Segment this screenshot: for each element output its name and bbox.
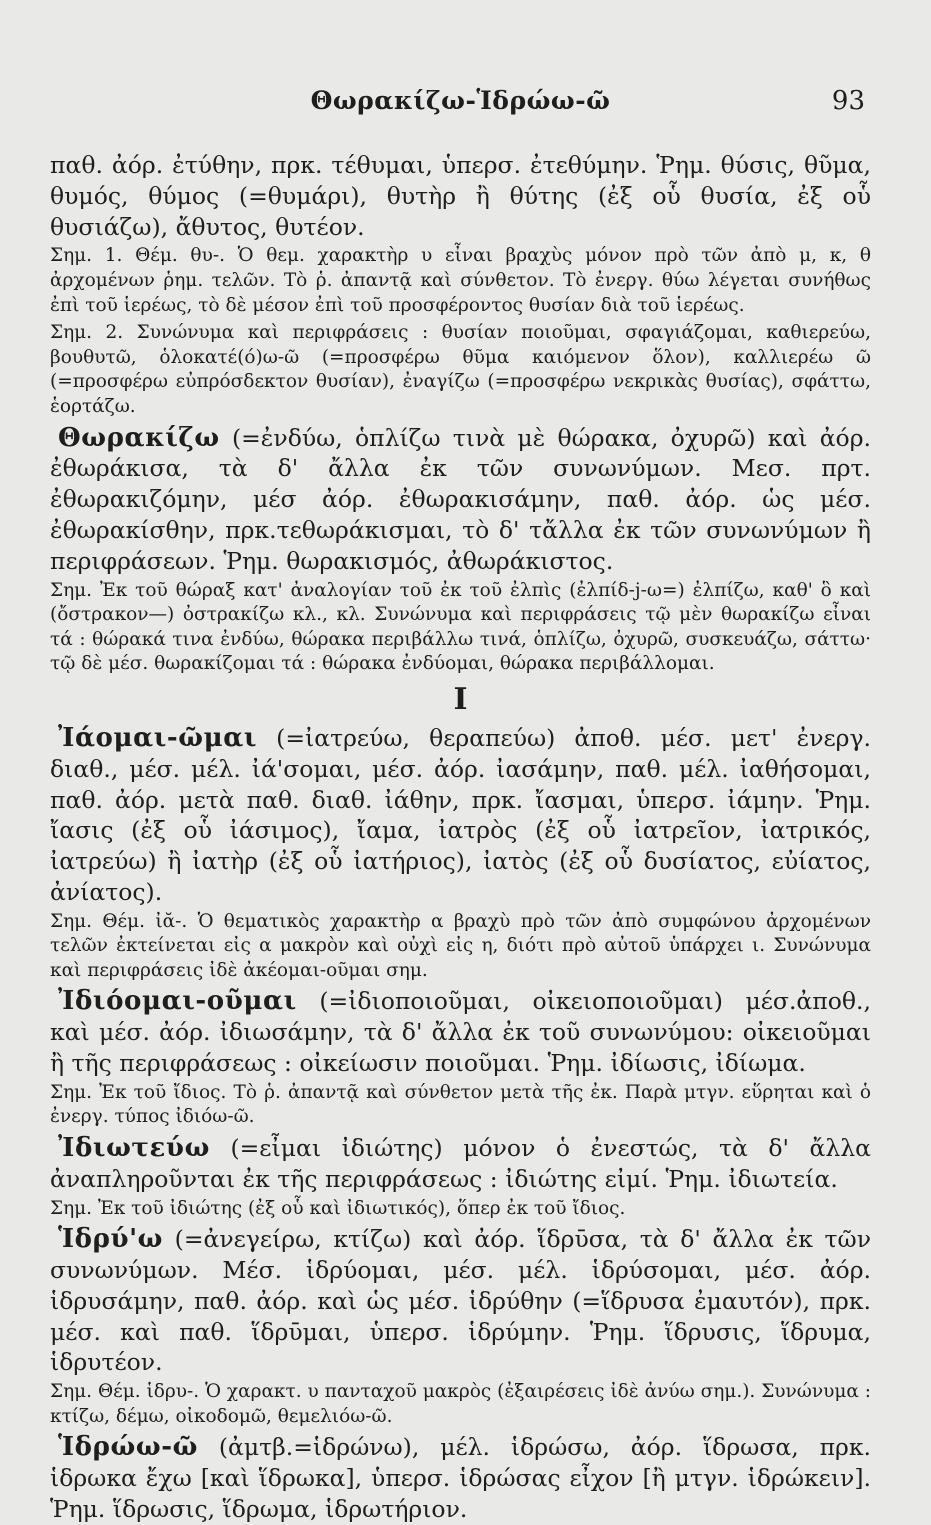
dictionary-entry bbox=[50, 986, 871, 1078]
dictionary-entry bbox=[50, 1432, 871, 1524]
note-text: Σημ. Θέμ. ἰᾰ-. Ὁ θεματικὸς χαρακτὴρ α βραχὺ πρὸ τῶν ἀπὸ συμφώνου ἀρχομένων τελῶν ἐκτείνεται εἰς α μακρὸν καὶ οὐχὶ εἰς η, διότι πρὸ αὐτοῦ ὑπάρχει ι. Συνώνυμα καὶ περιφράσεις ἰδὲ ἀκέομαι-οῦμαι σημ. bbox=[50, 910, 871, 981]
note bbox=[50, 1197, 871, 1222]
note bbox=[50, 1380, 871, 1429]
note bbox=[50, 244, 871, 318]
dictionary-entry bbox=[50, 423, 871, 577]
entry-continuation bbox=[50, 150, 871, 242]
headword: Ἰδιόομαι-οῦμαι bbox=[58, 986, 297, 1017]
entry-text: (ἀμτβ.=ἱδρώνω), μέλ. ἱδρώσω, ἀόρ. ἵδρωσα, πρκ. ἱδρωκα ἔχω [καὶ ἵδρωκα], ὑπερσ. ἱδρώσας εἶχον [ἢ μτγν. ἱδρώκειν]. Ῥημ. ἵδρωσις, ἵδρωμα, ἱδρωτήριον. bbox=[50, 1433, 871, 1523]
entry-text: (=εἶμαι ἰδιώτης) μόνον ὁ ἐνεστώς, τὰ δ' ἄλλα ἀναπληροῦνται ἐκ τῆς περιφράσεως : ἰδιώτης εἰμί. Ῥημ. ἰδιωτεία. bbox=[50, 1134, 871, 1193]
note bbox=[50, 1081, 871, 1130]
dictionary-entry bbox=[50, 723, 871, 908]
entry-text: (=ἰατρεύω, θεραπεύω) ἀποθ. μέσ. μετ' ἐνεργ. διαθ., μέσ. μέλ. ἰά'σομαι, μέσ. ἀόρ. ἰασάμην, παθ. μέλ. ἰαθήσομαι, παθ. ἀόρ. μετὰ παθ. διαθ. ἰάθην, πρκ. ἴασμαι, ὑπερσ. ἰάμην. Ῥημ. ἴασις (ἐξ οὗ ἰάσιμος), ἴαμα, ἰατρὸς (ἐξ οὗ ἰατρεῖον, ἰατρικός, ἰατρεύω) ἢ ἰατὴρ (ἐξ οὗ ἰατήριος), ἰατὸς (ἐξ οὗ δυσίατος, εὐίατος, ἀνίατος). bbox=[50, 723, 871, 906]
note-text: Σημ. Ἐκ τοῦ ἴδιος. Τὸ ῥ. ἀπαντᾷ καὶ σύνθετον μετὰ τῆς ἐκ. Παρὰ μτγν. εὕρηται καὶ ὁ ἐνεργ. τύπος ἰδιόω-ῶ. bbox=[50, 1081, 871, 1128]
entry-text: (=ἰδιοποιοῦμαι, οἰκειοποιοῦμαι) μέσ.ἀποθ., καὶ μέσ. ἀόρ. ἰδιωσάμην, τὰ δ' ἄλλα ἐκ τοῦ συνωνύμου: οἰκειοῦμαι ἢ τῆς περιφράσεως : οἰκείωσιν ποιοῦμαι. Ῥημ. ἰδίωσις, ἰδίωμα. bbox=[50, 987, 871, 1078]
page-header bbox=[50, 86, 871, 122]
entry-text: (=ἀνεγείρω, κτίζω) καὶ ἀόρ. ἵδρῡσα, τὰ δ' ἄλλα ἐκ τῶν συνωνύμων. Μέσ. ἱδρύομαι, μέσ. μέλ. ἱδρύσομαι, μέσ. ἀόρ. ἱδρυσάμην, παθ. ἀόρ. καὶ ὡς μέσ. ἱδρύθην (=ἵδρυσα ἐμαυτόν), πρκ. μέσ. καὶ παθ. ἵδρῡμαι, ὑπερσ. ἱδρύμην. Ῥημ. ἵδρυσις, ἵδρυμα, ἱδρυτέον. bbox=[50, 1225, 871, 1377]
note-text: Σημ. 1. Θέμ. θυ-. Ὁ θεμ. χαρακτὴρ υ εἶναι βραχὺς μόνον πρὸ τῶν ἀπὸ μ, κ, θ ἀρχομένων ῥημ. τελῶν. Τὸ ῥ. ἀπαντᾷ καὶ σύνθετον. Τὸ ἐνεργ. θύω λέγεται συνήθως ἐπὶ τοῦ ἱερέως, τὸ δὲ μέσον ἐπὶ τοῦ προσφέροντος θυσίαν διὰ τοῦ ἱερέως. bbox=[50, 245, 871, 316]
headword: Ἰάομαι-ῶμαι bbox=[58, 722, 258, 753]
note-text: Σημ. 2. Συνώνυμα καὶ περιφράσεις : θυσίαν ποιοῦμαι, σφαγιάζομαι, καθιερεύω, βουθυτῶ, ὁλοκατέ(ό)ω-ῶ (=προσφέρω θῦμα καιόμενον ὅλον), καλλιερέω ῶ (=προσφέρω εὐπρόσδεκτον θυσίαν), ἐναγίζω (=προσφέρω νεκρικὰς θυσίας), σφάττω, ἑορτάζω. bbox=[50, 322, 871, 417]
note-text: Σημ. Θέμ. ἱδρυ-. Ὁ χαρακτ. υ πανταχοῦ μακρὸς (ἐξαιρέσεις ἰδὲ ἀνύω σημ.). Συνώνυμα : κτίζω, δέμω, οἰκοδομῶ, θεμελιόω-ῶ. bbox=[50, 1381, 871, 1427]
page-body bbox=[50, 150, 871, 1525]
note-text: Σημ. Ἐκ τοῦ θώραξ κατ' ἀναλογίαν τοῦ ἐκ τοῦ ἐλπὶς (ἐλπίδ-j-ω=) ἐλπίζω, καθ' ὃ καὶ (ὄστρακον—) ὀστρακίζω κλ., κλ. Συνώνυμα καὶ περιφράσεις τῷ μὲν θωρακίζω εἶναι τά : θώρακά τινα ἐνδύω, θώρακα περιβάλλω τινά, ὁπλίζω, ὀχυρῶ, συσκευάζω, σάττω· τῷ δὲ μέσ. θωρακίζομαι τά : θώρακα ἐνδύομαι, θώρακα περιβάλλομαι. bbox=[50, 579, 871, 675]
entry-text: παθ. ἀόρ. ἐτύθην, πρκ. τέθυμαι, ὑπερσ. ἐτεθύμην. Ῥημ. θύσις, θῦμα, θυμός, θύμος (=θυμάρι), θυτὴρ ἢ θύτης (ἐξ οὗ θυσία, ἐξ οὗ θυσιάζω), ἄθυτος, θυτέον. bbox=[50, 151, 871, 241]
headword: Ἰδιωτεύω bbox=[58, 1133, 210, 1164]
dictionary-entry bbox=[50, 1133, 871, 1195]
note-text: Σημ. Ἐκ τοῦ ἰδιώτης (ἐξ οὗ καὶ ἰδιωτικός), ὅπερ ἐκ τοῦ ἴδιος. bbox=[50, 1197, 626, 1219]
entry-text: (=ἐνδύω, ὁπλίζω τινὰ μὲ θώρακα, ὀχυρῶ) καὶ ἀόρ. ἐθωράκισα, τὰ δ' ἄλλα ἐκ τῶν συνωνύμων. Μεσ. πρτ. ἐθωρακιζόμην, μέσ ἀόρ. ἐθωρακισάμην, παθ. ἀόρ. ὡς μέσ. ἐθωρακίσθην, πρκ.τεθωράκισμαι, τὸ δ' τἄλλα ἐκ τῶν συνωνύμων ἢ περιφράσεων. Ῥημ. θωρακισμός, ἀθωράκιστος. bbox=[50, 423, 871, 575]
note bbox=[50, 579, 871, 677]
headword: Ἱδρύ'ω bbox=[58, 1224, 164, 1255]
page-number: 93 bbox=[831, 86, 865, 116]
letter-heading: Ι bbox=[453, 681, 468, 717]
headword: Ἱδρώω-ῶ bbox=[58, 1432, 198, 1463]
dictionary-entry bbox=[50, 1224, 871, 1378]
running-title: Θωρακίζω-Ἱδρώω-ῶ bbox=[310, 86, 611, 115]
headword: Θωρακίζω bbox=[58, 422, 220, 453]
note bbox=[50, 321, 871, 419]
note bbox=[50, 910, 871, 984]
